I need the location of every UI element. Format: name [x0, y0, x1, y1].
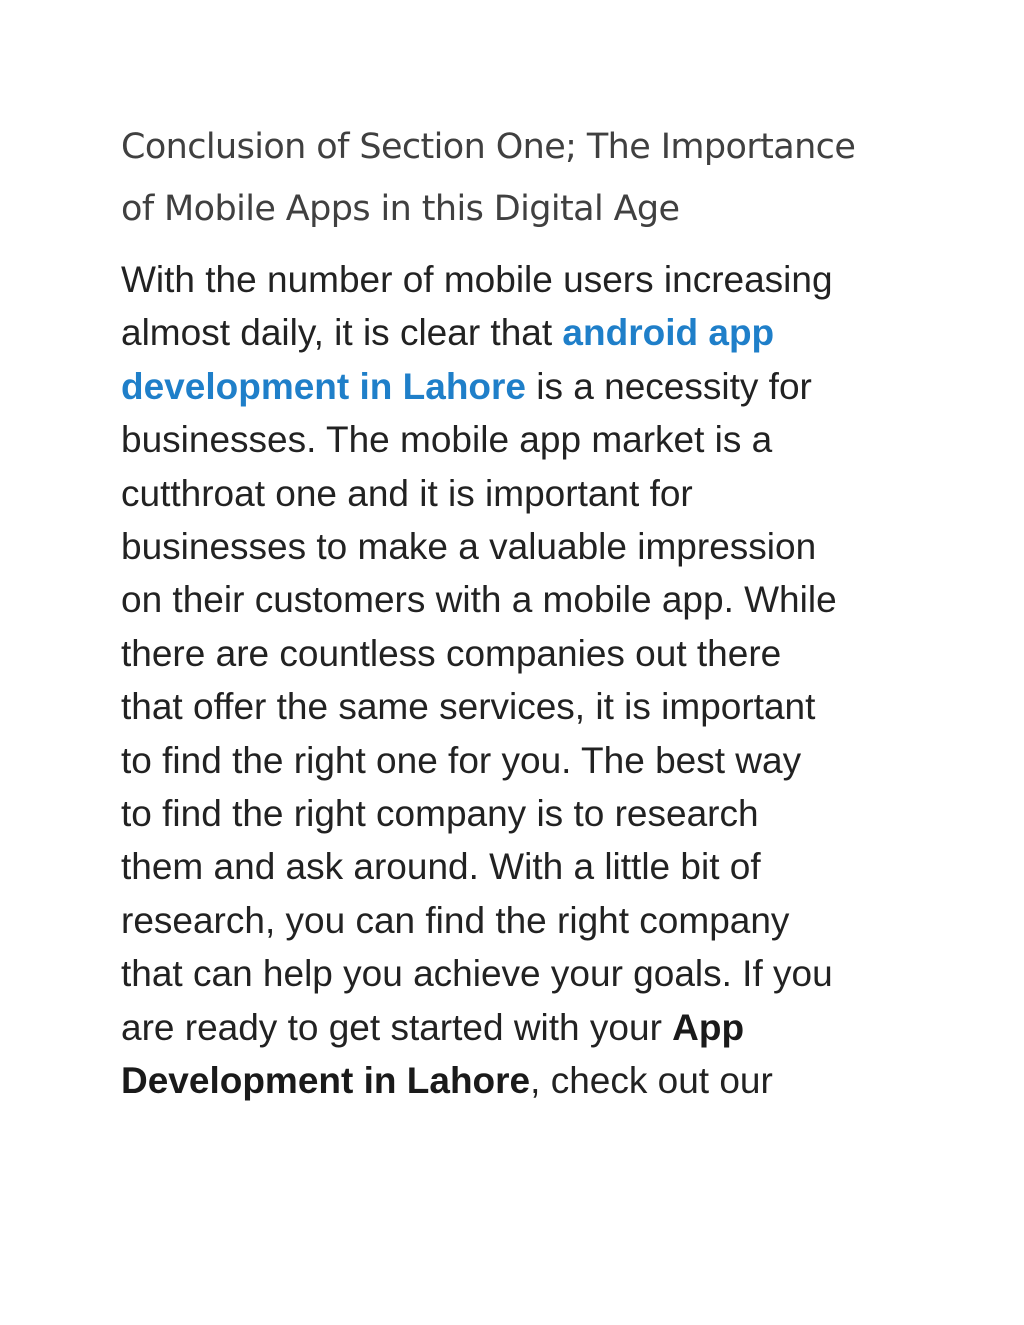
paragraph-line-2: almost daily, it is clear that [121, 312, 563, 354]
paragraph-line-9: that offer the same services, it is important [121, 686, 816, 728]
body-paragraph [121, 253, 921, 1108]
paragraph-line-14: that can help you achieve your goals. If you [121, 953, 833, 995]
paragraph-line-15: are ready to get started with your [121, 1006, 673, 1048]
paragraph-line-5: cutthroat one and it is important for [121, 472, 693, 514]
paragraph-line-16-rest: , check out our [530, 1060, 773, 1102]
paragraph-line-7: on their customers with a mobile app. While [121, 579, 837, 621]
paragraph-line-4: businesses. The mobile app market is a [121, 419, 773, 461]
section-heading [121, 116, 911, 240]
paragraph-line-13: research, you can find the right company [121, 899, 790, 941]
bold-keyword-part-1: App [672, 1006, 745, 1048]
paragraph-line-8: there are countless companies out there [121, 632, 782, 674]
bold-keyword-part-2: Development in Lahore [121, 1060, 531, 1102]
paragraph-line-6: businesses to make a valuable impression [121, 526, 817, 568]
heading-line-2: of Mobile Apps in this Digital Age [121, 189, 680, 229]
link-text-part-2: development in Lahore [121, 365, 527, 407]
paragraph-line-10: to find the right one for you. The best way [121, 739, 802, 781]
link-text-part-1: android app [562, 312, 775, 354]
paragraph-line-3-rest: is a necessity for [526, 365, 812, 407]
paragraph-line-11: to find the right company is to research [121, 793, 759, 835]
paragraph-line-12: them and ask around. With a little bit of [121, 846, 761, 888]
paragraph-line-1: With the number of mobile users increasing [121, 259, 833, 300]
heading-line-1: Conclusion of Section One; The Importance [121, 127, 856, 167]
